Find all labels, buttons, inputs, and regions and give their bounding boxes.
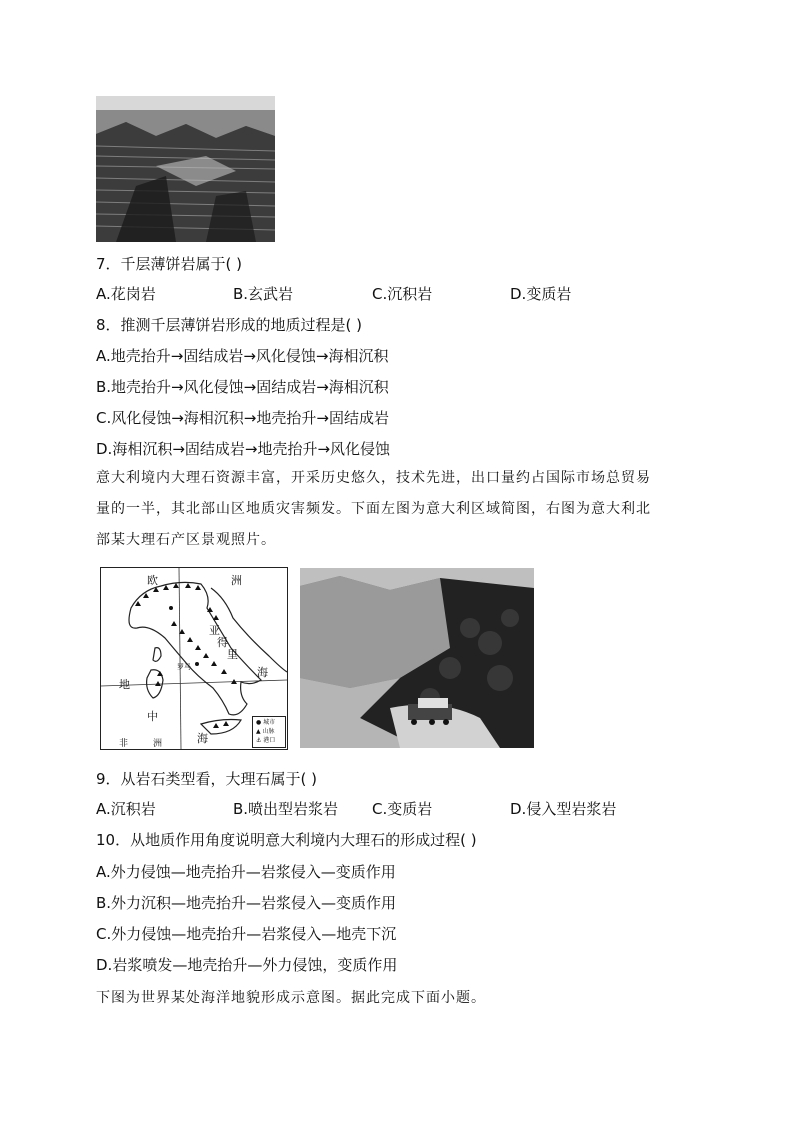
pancake-rocks-illustration [96, 96, 275, 242]
q8-option-b[interactable]: B.地壳抬升→风化侵蚀→固结成岩→海相沉积 [96, 378, 389, 396]
q8-option-c[interactable]: C.风化侵蚀→海相沉积→地壳抬升→固结成岩 [96, 409, 389, 427]
q9-option-c[interactable]: C.变质岩 [372, 800, 433, 818]
q10-option-b[interactable]: B.外力沉积—地壳抬升—岩浆侵入—变质作用 [96, 894, 397, 912]
q9-option-a[interactable]: A.沉积岩 [96, 800, 156, 818]
marble-quarry-illustration [300, 568, 534, 748]
passage-line-3: 部某大理石产区景观照片。 [96, 532, 276, 548]
q7-option-a[interactable]: A.花岗岩 [96, 285, 156, 303]
legend-port-label: 港口 [263, 737, 276, 744]
marble-quarry-photo [300, 568, 534, 748]
passage-line-2: 量的一半，其北部山区地质灾害频发。下面左图为意大利区域简图，右图为意大利北 [96, 501, 651, 517]
pancake-rocks-photo [96, 96, 275, 242]
map-label-europe-2: 洲 [231, 574, 242, 587]
q8-option-d[interactable]: D.海相沉积→固结成岩→地壳抬升→风化侵蚀 [96, 440, 391, 458]
legend-city: ● 城市 [256, 719, 276, 726]
map-label-hai-south: 海 [197, 732, 208, 745]
next-section-intro: 下图为世界某处海洋地貌形成示意图。据此完成下面小题。 [96, 990, 486, 1006]
map-label-europe-1: 欧 [147, 574, 158, 587]
q9-option-d[interactable]: D.侵入型岩浆岩 [510, 800, 617, 818]
map-label-hai-east: 海 [257, 666, 268, 679]
q8-option-a[interactable]: A.地壳抬升→固结成岩→风化侵蚀→海相沉积 [96, 347, 389, 365]
q9-option-b[interactable]: B.喷出型岩浆岩 [233, 800, 339, 818]
map-label-di: 地 [119, 678, 130, 691]
map-label-africa-2: 洲 [153, 739, 163, 749]
q10-option-d[interactable]: D.岩浆喷发—地壳抬升—外力侵蚀，变质作用 [96, 956, 398, 974]
question-10-stem: 10．从地质作用角度说明意大利境内大理石的形成过程( ) [96, 831, 477, 849]
passage [96, 463, 696, 556]
legend-city-label: 城市 [263, 719, 276, 726]
legend-mountain: ▲ 山脉 [256, 728, 275, 735]
legend-port: ⚓ 港口 [256, 737, 276, 744]
question-7-stem: 7．千层薄饼岩属于( ) [96, 255, 243, 273]
map-label-li: 里 [227, 648, 238, 661]
q7-option-c[interactable]: C.沉积岩 [372, 285, 433, 303]
map-label-ya: 亚 [209, 624, 220, 637]
map-legend [252, 716, 286, 748]
q7-option-b[interactable]: B.玄武岩 [233, 285, 294, 303]
map-label-zhong: 中 [147, 710, 158, 723]
map-label-rome: 罗马 [177, 663, 191, 671]
legend-mountain-label: 山脉 [262, 728, 275, 735]
q10-option-c[interactable]: C.外力侵蚀—地壳抬升—岩浆侵入—地壳下沉 [96, 925, 397, 943]
q10-option-a[interactable]: A.外力侵蚀—地壳抬升—岩浆侵入—变质作用 [96, 863, 396, 881]
question-9-stem: 9．从岩石类型看，大理石属于( ) [96, 770, 318, 788]
map-label-africa-1: 非 [119, 739, 129, 749]
q7-option-d[interactable]: D.变质岩 [510, 285, 572, 303]
question-8-stem: 8．推测千层薄饼岩形成的地质过程是( ) [96, 316, 363, 334]
passage-line-1: 意大利境内大理石资源丰富，开采历史悠久，技术先进，出口量约占国际市场总贸易 [96, 470, 651, 486]
map-label-de: 得 [217, 636, 228, 649]
